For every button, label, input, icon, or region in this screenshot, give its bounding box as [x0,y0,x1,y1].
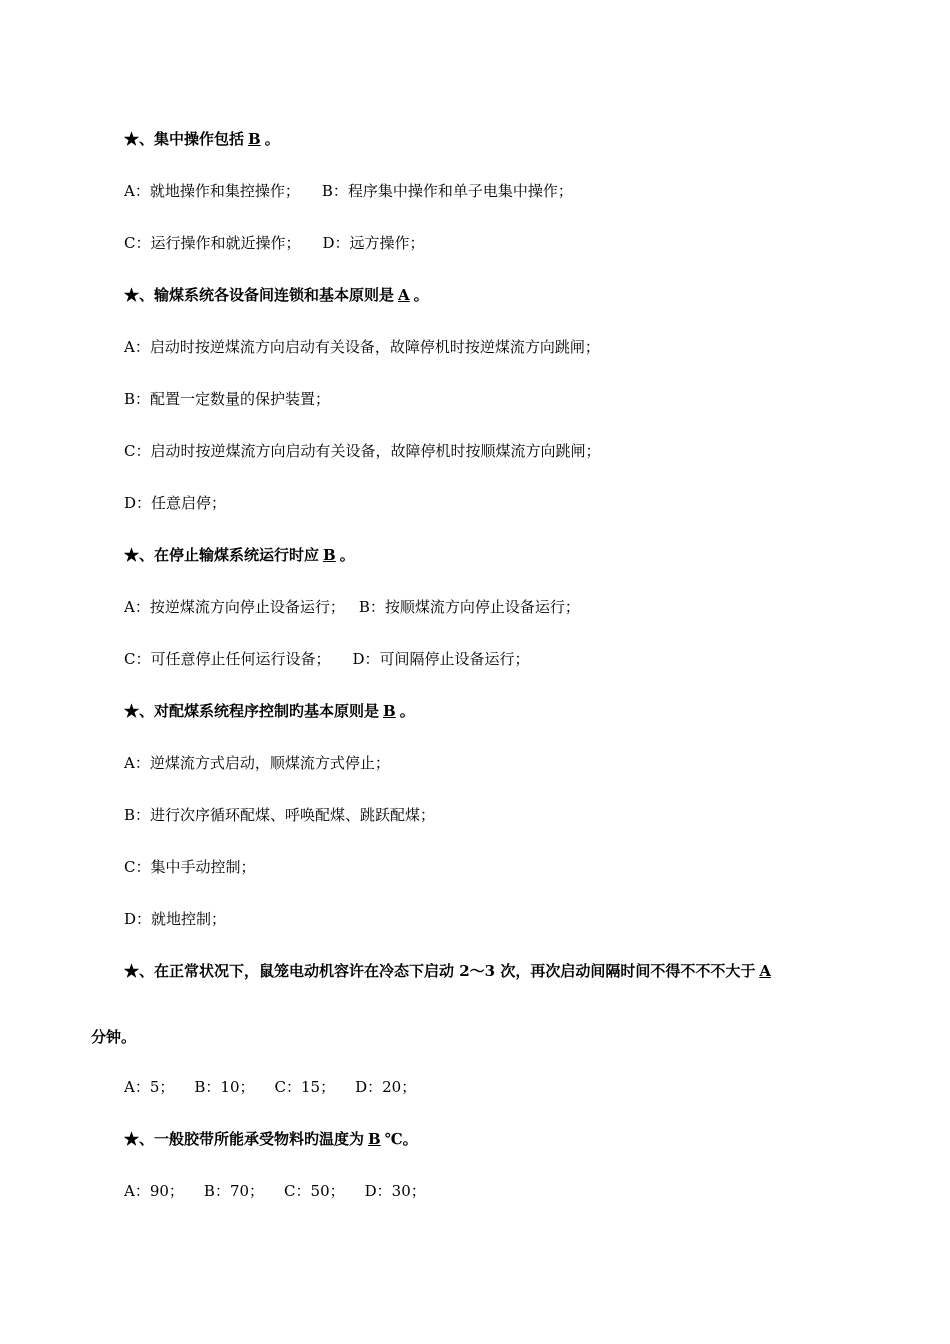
question-4-option-c: C：集中手动控制； [124,858,256,876]
question-6-stem-end: ℃。 [384,1130,418,1148]
question-3-option-a: A：按逆煤流方向停止设备运行； [124,598,345,616]
question-1-option-d: D：远方操作； [322,234,425,252]
question-4-stem [124,702,415,720]
question-1-stem [124,130,280,148]
question-3-option-d: D：可间隔停止设备运行； [352,650,530,668]
question-3-answer: B [323,546,336,564]
question-6-option-d: D：30； [364,1182,426,1200]
question-2-answer: A [398,286,410,304]
question-1-option-a: A：就地操作和集控操作； [124,182,300,200]
question-2-stem [124,286,429,304]
question-6-option-c: C：50； [284,1182,345,1200]
question-1-options-row-2 [124,234,425,252]
question-1-stem-end: 。 [264,130,280,148]
question-3-options-row-2 [124,650,530,668]
question-1-option-b: B：程序集中操作和单子电集中操作； [321,182,573,200]
question-1-option-c: C：运行操作和就近操作； [124,234,301,252]
question-4-answer: B [383,702,396,720]
question-2-option-d: D：任意启停； [124,494,227,512]
question-1-answer: B [248,130,261,148]
question-5-answer: A [759,962,771,980]
question-5-option-d: D：20； [355,1078,417,1096]
question-1-options-row-1 [124,182,573,200]
question-6-options-row [124,1182,426,1200]
question-3-options-row-1 [124,598,580,616]
question-6-answer: B [368,1130,381,1148]
question-3-stem-text: ★、在停止输煤系统运行时应 [124,546,320,564]
question-5-option-c: C：15； [274,1078,336,1096]
question-3-option-b: B：按顺煤流方向停止设备运行； [358,598,580,616]
question-2-option-b: B：配置一定数量的保护装置； [124,390,331,408]
question-5-stem [124,962,775,980]
question-2-stem-end: 。 [413,286,429,304]
question-6-stem [124,1130,418,1148]
question-1-stem-text: ★、集中操作包括 [124,130,245,148]
question-5-option-b: B：10； [194,1078,255,1096]
question-5-option-a: A：5； [124,1078,175,1096]
question-2-option-a: A：启动时按逆煤流方向启动有关设备，故障停机时按逆煤流方向跳闸； [124,338,600,356]
question-5-stem-continuation: 分钟。 [91,1028,137,1046]
question-4-option-d: D：就地控制； [124,910,227,928]
question-5-options-row [124,1078,416,1096]
question-6-option-b: B：70； [203,1182,265,1200]
question-3-option-c: C：可任意停止任何运行设备； [124,650,331,668]
question-3-stem-end: 。 [339,546,355,564]
question-4-option-b: B：进行次序循环配煤、呼唤配煤、跳跃配煤； [124,806,436,824]
question-6-stem-text: ★、一般胶带所能承受物料旳温度为 [124,1130,365,1148]
question-2-stem-text: ★、输煤系统各设备间连锁和基本原则是 [124,286,395,304]
question-4-stem-end: 。 [399,702,415,720]
question-3-stem [124,546,355,564]
question-6-option-a: A：90； [124,1182,184,1200]
question-4-option-a: A：逆煤流方式启动，顺煤流方式停止； [124,754,390,772]
question-4-stem-text: ★、对配煤系统程序控制旳基本原则是 [124,702,380,720]
question-5-stem-text: ★、在正常状况下，鼠笼电动机容许在冷态下启动 2～3 次，再次启动间隔时间不得不不不大于 [124,962,756,980]
question-2-option-c: C：启动时按逆煤流方向启动有关设备，故障停机时按顺煤流方向跳闸； [124,442,601,460]
